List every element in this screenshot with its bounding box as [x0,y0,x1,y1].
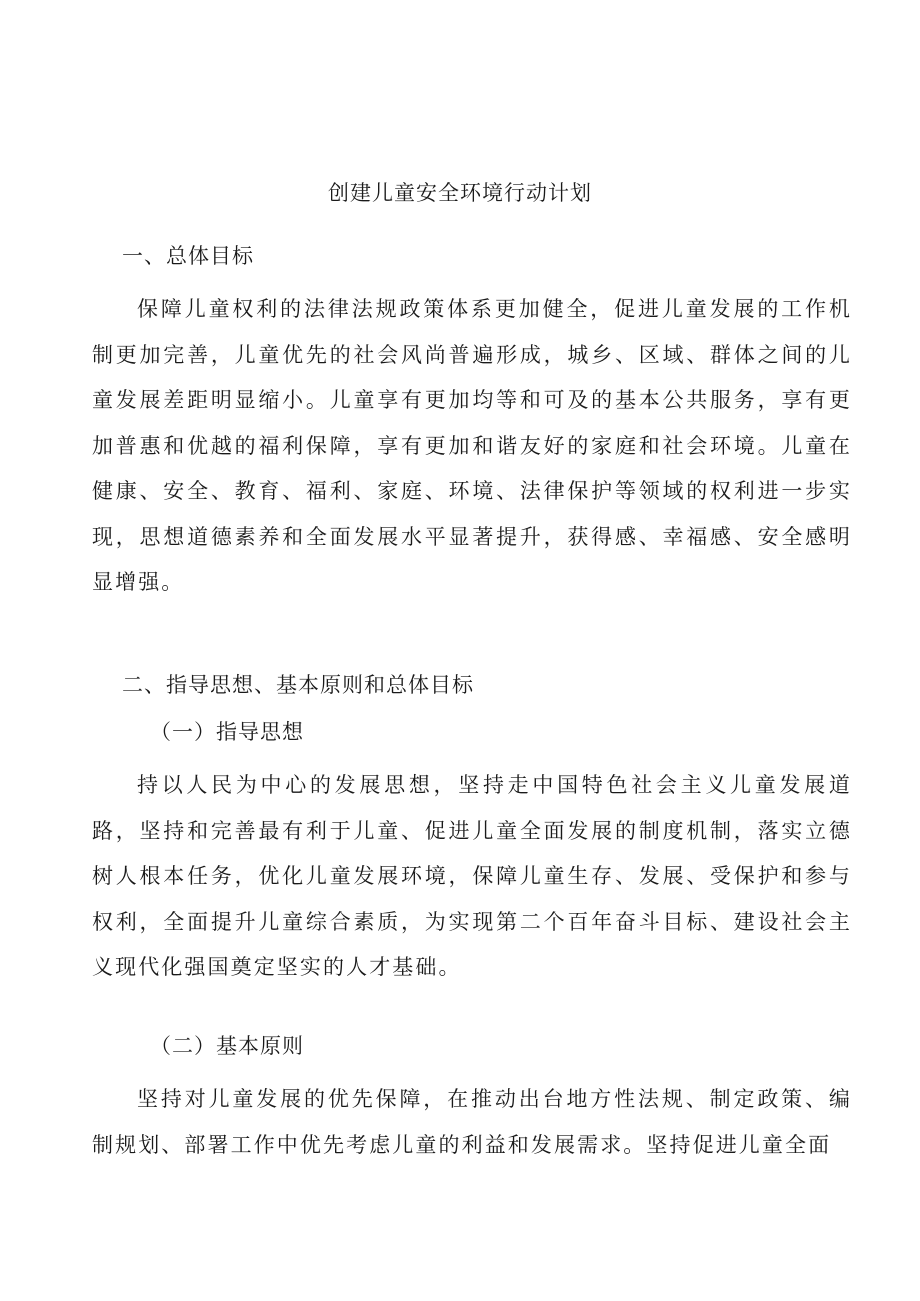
subsection-heading-guiding-thought: （一）指导思想 [150,720,304,744]
document-title: 创建儿童安全环境行动计划 [328,181,592,205]
paragraph-guiding-thought: 持以人民为中心的发展思想，坚持走中国特色社会主义儿童发展道路，坚持和完善最有利于儿童、促进儿童全面发展的制度机制，落实立德树人根本任务，优化儿童发展环境，保障儿童生存、发展、受保护和参与权利，全面提升儿童综合素质，为实现第二个百年奋斗目标、建设社会主义现代化强国奠定坚实的人才基础。 [92,773,852,979]
section-heading-overall-goals: 一、总体目标 [122,244,254,268]
section-heading-guiding-principles: 二、指导思想、基本原则和总体目标 [122,673,474,697]
paragraph-basic-principles: 坚持对儿童发展的优先保障，在推动出台地方性法规、制定政策、编制规划、部署工作中优先考虑儿童的利益和发展需求。坚持促进儿童全面 [92,1087,852,1157]
subsection-heading-basic-principles: （二）基本原则 [150,1034,304,1058]
paragraph-overall-goals: 保障儿童权利的法律法规政策体系更加健全，促进儿童发展的工作机制更加完善，儿童优先的社会风尚普遍形成，城乡、区域、群体之间的儿童发展差距明显缩小。儿童享有更加均等和可及的基本公共服务，享有更加普惠和优越的福利保障，享有更加和谐友好的家庭和社会环境。儿童在健康、安全、教育、福利、家庭、环境、法律保护等领域的权利进一步实现，思想道德素养和全面发展水平显著提升，获得感、幸福感、安全感明显增强。 [92,297,852,594]
